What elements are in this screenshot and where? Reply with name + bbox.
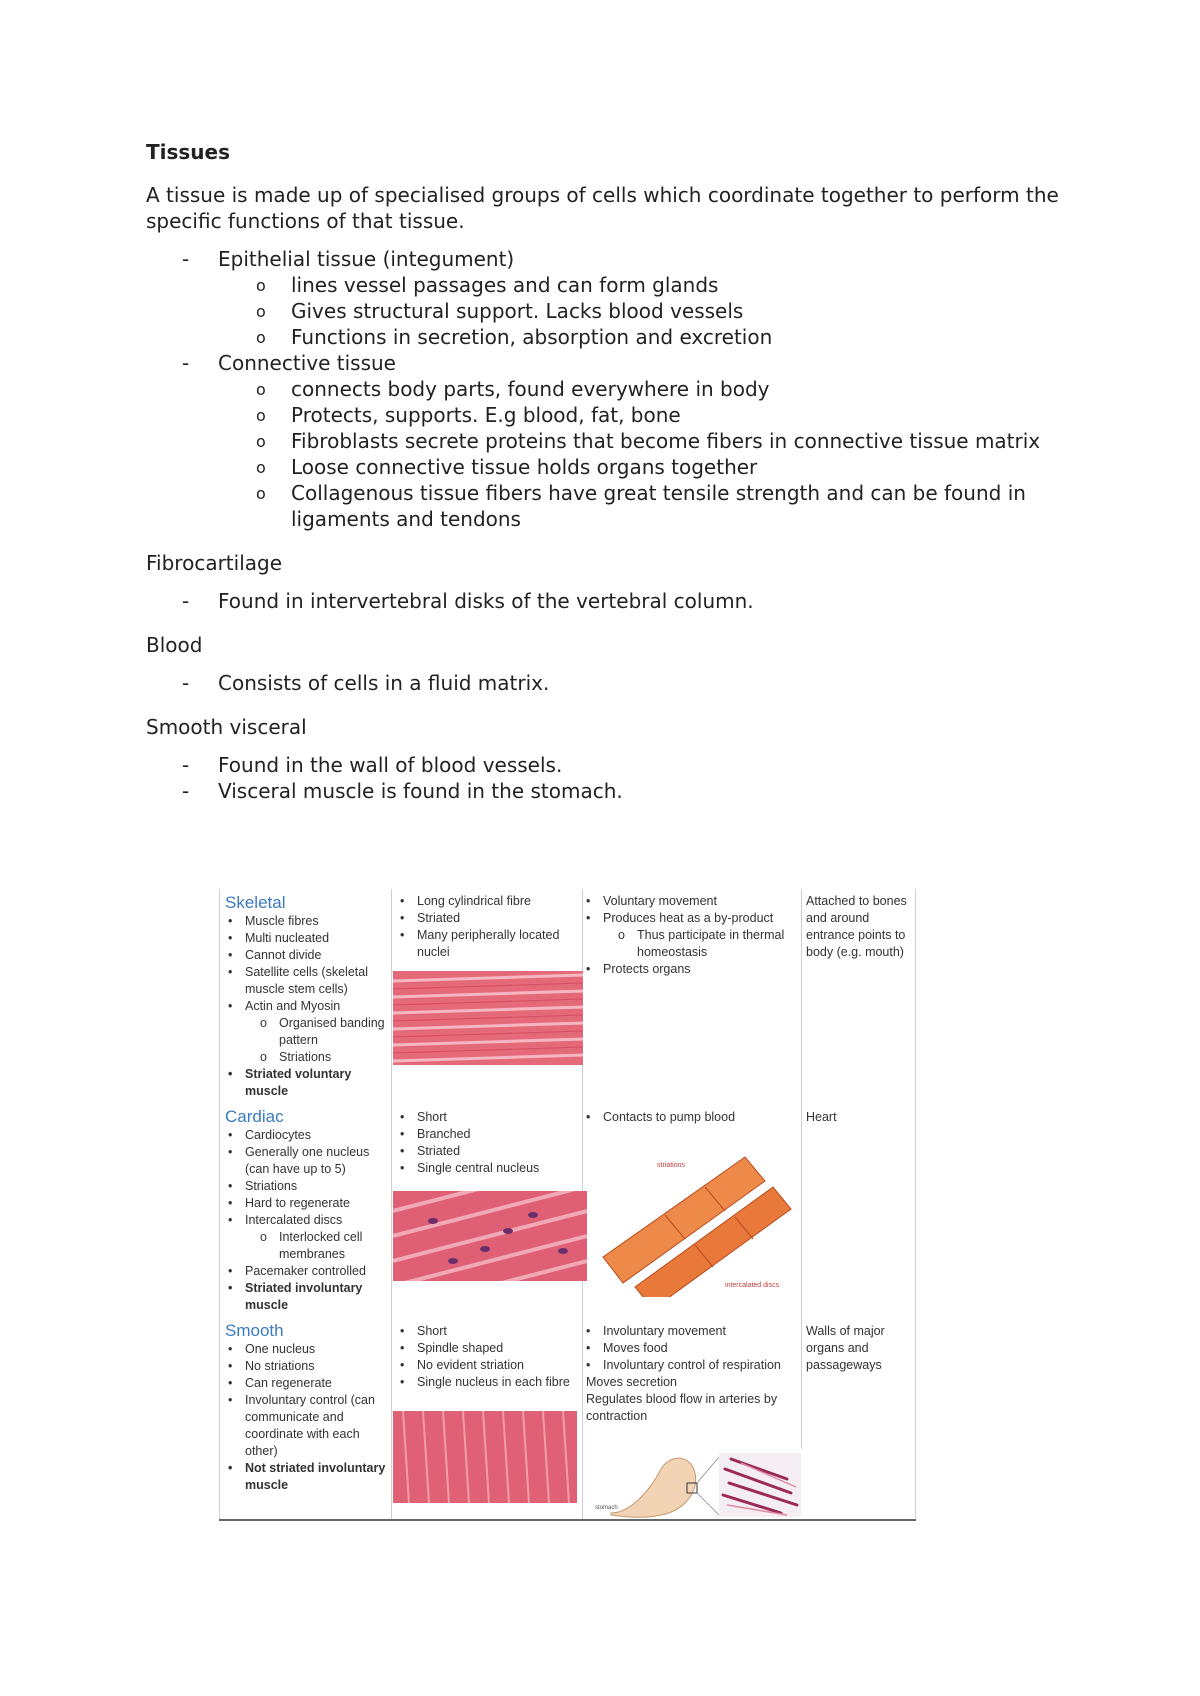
bullet-marker: •: [400, 1110, 405, 1124]
cell-text: Striated voluntary muscle: [245, 1067, 352, 1098]
list-item-label: Found in the wall of blood vessels.: [218, 753, 563, 777]
stomach-smooth-muscle-diagram: [591, 1449, 801, 1519]
sub-list-item: [146, 454, 1066, 480]
cell-text: Spindle shaped: [417, 1341, 504, 1355]
list-item: [225, 1015, 387, 1049]
cell-text: Long cylindrical fibre: [417, 894, 531, 908]
bullet-marker: •: [228, 1359, 233, 1373]
list-item: [397, 1357, 577, 1374]
list-item: [225, 930, 387, 947]
list-item: [397, 1323, 577, 1340]
skeletal-location-cell: Attached to bones and around entrance points to body (e.g. mouth): [806, 894, 907, 959]
list-item-label: Epithelial tissue (integument): [218, 247, 515, 271]
cell-text: Not striated involuntary muscle: [245, 1461, 386, 1492]
bullet-marker: •: [228, 1264, 233, 1278]
list-item: [397, 1109, 577, 1126]
skeletal-heading: Skeletal: [225, 893, 286, 912]
sub-list-item: [146, 402, 1066, 428]
list-item: [146, 752, 1066, 778]
sub-item-label: Collagenous tissue fibers have great tensile strength and can be found in ligaments and tendons: [291, 481, 1026, 531]
circle-marker: o: [256, 406, 266, 425]
list-item-label: Consists of cells in a fluid matrix.: [218, 671, 550, 695]
bullet-marker: •: [586, 894, 591, 908]
cardiac-heading: Cardiac: [225, 1107, 284, 1126]
sub-list-item: [146, 376, 1066, 402]
table-bottom-rule: [219, 1519, 916, 1521]
cell-text: Actin and Myosin: [245, 999, 341, 1013]
bullet-marker: •: [586, 1358, 591, 1372]
bullet-marker: •: [228, 1461, 233, 1475]
dash-marker: -: [182, 589, 190, 613]
muscle-types-table: [219, 889, 916, 1521]
cell-text: Produces heat as a by-product: [603, 911, 774, 925]
bullet-marker: •: [586, 911, 591, 925]
list-item: [225, 964, 387, 998]
bullet-marker: •: [400, 1144, 405, 1158]
dash-marker: -: [182, 753, 190, 777]
list-item: [225, 1178, 387, 1195]
cell-text: Protects organs: [603, 962, 691, 976]
sub-item-label: Fibroblasts secrete proteins that become fibers in connective tissue matrix: [291, 429, 1041, 453]
sub-list-item: [146, 428, 1066, 454]
list-item: [225, 1127, 387, 1144]
list-item: [225, 1049, 387, 1066]
circle-marker: o: [618, 928, 625, 942]
bullet-marker: •: [228, 1342, 233, 1356]
list-item: [397, 1374, 577, 1391]
bullet-marker: •: [228, 999, 233, 1013]
list-item: [146, 588, 1066, 614]
cell-text: Can regenerate: [245, 1376, 332, 1390]
blood-list: [146, 670, 1066, 696]
bullet-marker: •: [586, 1324, 591, 1338]
cell-text: Single central nucleus: [417, 1161, 540, 1175]
intro-paragraph: A tissue is made up of specialised groups of cells which coordinate together to perform the specific functions of that tissue.: [146, 183, 1059, 233]
cell-text: Single nucleus in each fibre: [417, 1375, 570, 1389]
list-item: [397, 1340, 577, 1357]
list-item: [583, 910, 797, 927]
dash-marker: -: [182, 247, 190, 271]
cardiac-structure-cell: [397, 1109, 577, 1177]
cell-text: Involuntary movement: [603, 1324, 726, 1338]
bullet-marker: •: [228, 948, 233, 962]
list-item: [583, 961, 797, 978]
list-item: [397, 1160, 577, 1177]
cell-text: Interlocked cell membranes: [279, 1230, 363, 1261]
sub-list-item: [146, 272, 1066, 298]
list-item: [146, 670, 1066, 696]
cell-text: Short: [417, 1324, 447, 1338]
list-item: [225, 1341, 387, 1358]
circle-marker: o: [256, 458, 266, 477]
sub-list-item: [146, 480, 1066, 532]
list-item: [225, 1066, 387, 1100]
list-item-label: Visceral muscle is found in the stomach.: [218, 779, 623, 803]
cardiac-properties-cell: [225, 1107, 387, 1314]
column-divider: [915, 889, 916, 1519]
list-item: [397, 910, 577, 927]
list-item: [225, 998, 387, 1015]
bullet-marker: •: [400, 1324, 405, 1338]
list-item: [225, 1460, 387, 1494]
smooth-properties-cell: [225, 1321, 387, 1494]
circle-marker: o: [256, 328, 266, 347]
sub-item-label: connects body parts, found everywhere in body: [291, 377, 770, 401]
bullet-marker: •: [400, 894, 405, 908]
list-item: [225, 947, 387, 964]
bullet-marker: •: [400, 1375, 405, 1389]
tissue-types-list: [146, 246, 1066, 532]
cell-text: Striations: [245, 1179, 298, 1193]
skeletal-structure-cell: [397, 893, 577, 961]
cell-text: Multi nucleated: [245, 931, 330, 945]
bullet-marker: •: [228, 1067, 233, 1081]
bullet-marker: •: [228, 931, 233, 945]
dash-marker: -: [182, 671, 190, 695]
cardiac-location-cell: Heart: [806, 1110, 837, 1124]
bullet-marker: •: [400, 1341, 405, 1355]
section-heading-blood: Blood: [146, 633, 203, 657]
column-divider: [391, 889, 392, 1519]
smooth-function-cell: [583, 1323, 797, 1425]
list-item: [583, 1109, 797, 1126]
list-item: [225, 1212, 387, 1229]
section-heading-smooth-visceral: Smooth visceral: [146, 715, 307, 739]
cell-text: Striated involuntary muscle: [245, 1281, 363, 1312]
bullet-marker: •: [228, 1376, 233, 1390]
circle-marker: o: [256, 302, 266, 321]
striations-label: striations: [657, 1162, 686, 1169]
bullet-marker: •: [400, 911, 405, 925]
cell-text: Many peripherally located nuclei: [417, 928, 560, 959]
circle-marker: o: [260, 1016, 267, 1030]
cell-text: Voluntary movement: [603, 894, 717, 908]
bullet-marker: •: [228, 1179, 233, 1193]
list-item: [397, 927, 577, 961]
list-item: [397, 1126, 577, 1143]
sub-item-label: lines vessel passages and can form glands: [291, 273, 719, 297]
list-item-label: Found in intervertebral disks of the vertebral column.: [218, 589, 754, 613]
cell-text: Cardiocytes: [245, 1128, 311, 1142]
list-item: [397, 893, 577, 910]
bullet-marker: •: [586, 1110, 591, 1124]
list-item: [225, 1392, 387, 1460]
bullet-marker: •: [228, 1213, 233, 1227]
bullet-marker: •: [400, 1161, 405, 1175]
page-title: Tissues: [146, 140, 231, 164]
cell-text: Moves food: [603, 1341, 668, 1355]
bullet-marker: •: [228, 914, 233, 928]
sub-list-item: [146, 324, 1066, 350]
cell-text: Involuntary control of respiration: [603, 1358, 781, 1372]
sub-list-item: [146, 298, 1066, 324]
smooth-visceral-list: [146, 752, 1066, 804]
list-item: [225, 1144, 387, 1178]
sub-list: [146, 376, 1066, 532]
bullet-marker: •: [228, 1196, 233, 1210]
cardiac-muscle-micrograph: [393, 1191, 587, 1281]
cell-text: Pacemaker controlled: [245, 1264, 366, 1278]
dash-marker: -: [182, 351, 190, 375]
list-item: [225, 1229, 387, 1263]
sub-item-label: Protects, supports. E.g blood, fat, bone: [291, 403, 681, 427]
list-item: [225, 1263, 387, 1280]
sub-item-label: Loose connective tissue holds organs together: [291, 455, 758, 479]
cell-text: Striated: [417, 911, 461, 925]
smooth-location-cell: Walls of major organs and passageways: [806, 1324, 885, 1372]
smooth-heading: Smooth: [225, 1321, 284, 1340]
cell-text: Moves secretion: [586, 1375, 678, 1389]
cell-text: Hard to regenerate: [245, 1196, 350, 1210]
list-item: [583, 1357, 797, 1374]
list-item: [225, 1358, 387, 1375]
cell-text: No evident striation: [417, 1358, 525, 1372]
cell-text: Intercalated discs: [245, 1213, 343, 1227]
bullet-marker: •: [228, 1145, 233, 1159]
cell-text: Satellite cells (skeletal muscle stem cells): [245, 965, 368, 996]
section-heading-fibrocartilage: Fibrocartilage: [146, 551, 283, 575]
cell-text: Short: [417, 1110, 447, 1124]
smooth-structure-cell: [397, 1323, 577, 1391]
stomach-label: stomach: [595, 1505, 618, 1511]
cell-text: Contacts to pump blood: [603, 1110, 736, 1124]
bullet-marker: •: [586, 1341, 591, 1355]
table-border: [219, 889, 220, 1519]
cell-text: Involuntary control (can communicate and coordinate with each other): [245, 1393, 375, 1458]
bullet-marker: •: [228, 1281, 233, 1295]
dash-marker: -: [182, 779, 190, 803]
list-item: [225, 1375, 387, 1392]
intercalated-discs-label: intercalated discs: [725, 1282, 780, 1289]
bullet-marker: •: [586, 962, 591, 976]
skeletal-properties-cell: [225, 893, 387, 1100]
skeletal-muscle-micrograph: [393, 971, 583, 1065]
list-item: [583, 927, 797, 961]
bullet-marker: •: [400, 1127, 405, 1141]
list-item: [146, 350, 1066, 532]
cell-text: Cannot divide: [245, 948, 322, 962]
bullet-marker: •: [228, 1393, 233, 1407]
cell-text: Muscle fibres: [245, 914, 319, 928]
cell-text: Thus participate in thermal homeostasis: [637, 928, 785, 959]
list-item: [225, 1280, 387, 1314]
list-item: [583, 1340, 797, 1357]
cell-text: Striated: [417, 1144, 461, 1158]
bullet-marker: •: [400, 928, 405, 942]
sub-item-label: Gives structural support. Lacks blood vessels: [291, 299, 744, 323]
circle-marker: o: [260, 1230, 267, 1244]
cell-text: Regulates blood flow in arteries by contraction: [586, 1392, 778, 1423]
skeletal-function-cell: [583, 893, 797, 978]
circle-marker: o: [256, 432, 266, 451]
list-item: [146, 778, 1066, 804]
list-item-label: Connective tissue: [218, 351, 396, 375]
cardiac-fibre-diagram: [595, 1137, 795, 1297]
column-divider: [801, 889, 802, 1449]
list-item: [225, 913, 387, 930]
fibrocartilage-list: [146, 588, 1066, 614]
cell-text: Organised banding pattern: [279, 1016, 385, 1047]
cell-text: Branched: [417, 1127, 471, 1141]
cell-text: Generally one nucleus (can have up to 5): [245, 1145, 370, 1176]
cell-text: Striations: [279, 1050, 332, 1064]
bullet-marker: •: [228, 965, 233, 979]
circle-marker: o: [256, 484, 266, 503]
list-item: [146, 246, 1066, 350]
circle-marker: o: [256, 276, 266, 295]
sub-item-label: Functions in secretion, absorption and excretion: [291, 325, 773, 349]
list-item: [397, 1143, 577, 1160]
circle-marker: o: [256, 380, 266, 399]
smooth-muscle-micrograph: [393, 1411, 577, 1503]
list-item: [583, 893, 797, 910]
list-item: [583, 1323, 797, 1340]
cell-text: One nucleus: [245, 1342, 316, 1356]
sub-list: [146, 272, 1066, 350]
cell-text: No striations: [245, 1359, 315, 1373]
bullet-marker: •: [400, 1358, 405, 1372]
list-item: [225, 1195, 387, 1212]
bullet-marker: •: [228, 1128, 233, 1142]
document-body: [146, 140, 1066, 804]
circle-marker: o: [260, 1050, 267, 1064]
cardiac-function-cell: [583, 1109, 797, 1126]
